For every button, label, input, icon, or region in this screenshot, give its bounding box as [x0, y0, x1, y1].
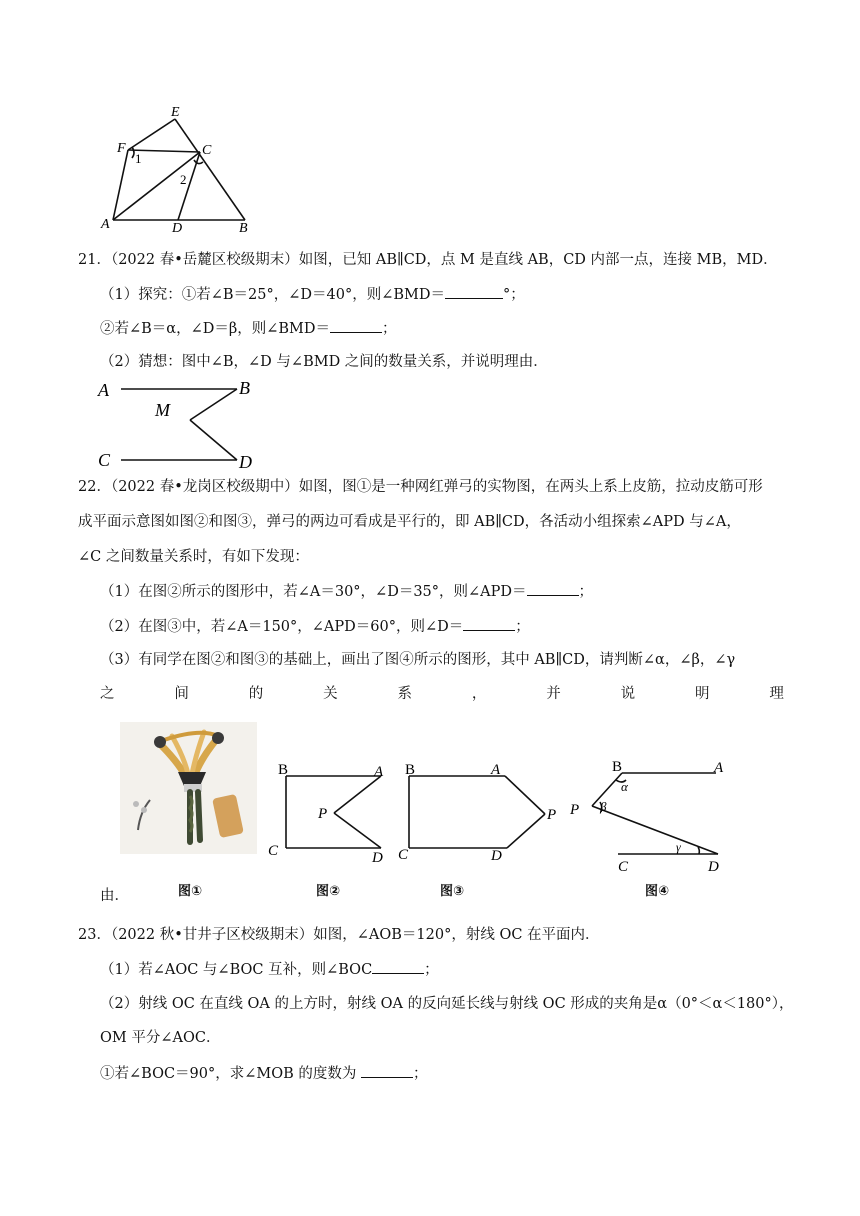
label-b: B [239, 221, 248, 235]
caption-fig1: 图① [178, 884, 203, 899]
label-p: P [318, 806, 328, 822]
figure-q20 [100, 100, 260, 235]
word: ， [471, 686, 487, 702]
caption-fig3: 图③ [440, 884, 465, 899]
word: 并 [546, 686, 561, 702]
figure-4 [566, 754, 736, 874]
answer-blank[interactable] [330, 318, 382, 333]
label-b: B [405, 762, 416, 778]
q23-part1-text: （1）若∠AOC 与∠BOC 互补，则∠BOC [100, 962, 373, 978]
label-e: E [171, 105, 180, 120]
answer-blank[interactable] [445, 284, 503, 299]
figure-2 [268, 756, 388, 868]
q21-part1a-text: （1）探究：①若∠B＝25°，∠D＝40°，则∠BMD＝ [100, 287, 445, 303]
q23-part2-line1: （2）射线 OC 在直线 OA 的上方时，射线 OA 的反向延长线与射线 OC 形成的夹角是α（0°＜α＜180°）， [100, 996, 794, 1012]
word: 明 [695, 686, 710, 702]
q21-part1a-tail: °； [502, 287, 525, 303]
figure-3 [395, 756, 565, 868]
label-b: B [278, 762, 289, 778]
label-a: A [101, 217, 110, 232]
label-f: F [117, 141, 126, 156]
q23-part2-line2: OM 平分∠AOC． [100, 1030, 221, 1046]
q23-part1 [100, 959, 439, 980]
word: 关 [323, 686, 338, 702]
q22-part1 [100, 581, 593, 602]
label-a: A [374, 764, 384, 780]
label-p: P [570, 802, 580, 818]
q22-stem-line1: 22．（2022 春•龙岗区校级期中）如图，图①是一种网红弹弓的实物图，在两头上系上皮筋，拉动皮筋可形 [78, 479, 763, 495]
label-b: B [239, 378, 250, 398]
word: 说 [620, 686, 636, 702]
word: 理 [769, 686, 784, 702]
label-d: D [239, 452, 252, 470]
q22-part2 [100, 616, 530, 637]
word: 系 [397, 686, 412, 702]
q22-part3-end: 由． [100, 888, 129, 904]
q23-part2-sub1-text: ①若∠BOC＝90°，求∠MOB 的度数为 [100, 1066, 362, 1082]
q22-part3-line2 [100, 684, 784, 704]
label-a: A [98, 380, 109, 400]
q22-part3: （3）有同学在图②和图③的基础上，画出了图④所示的图形，其中 AB∥CD，请判断∠α，∠β，∠γ [100, 652, 736, 668]
q21-part2: （2）猜想：图中∠B，∠D 与∠BMD 之间的数量关系，并说明理由． [100, 354, 548, 370]
label-gamma: γ [676, 840, 681, 854]
q21-part1b-text: ②若∠B＝α，∠D＝β，则∠BMD＝ [100, 321, 331, 337]
q23-part1-tail: ； [424, 962, 439, 978]
label-d: D [172, 221, 183, 235]
label-a: A [714, 760, 724, 776]
label-beta: β [600, 799, 607, 814]
label-c: C [618, 859, 629, 874]
label-2: 2 [180, 172, 187, 187]
word: 间 [174, 686, 189, 702]
q21-part1a [100, 284, 525, 305]
slingshot-photo [120, 722, 257, 854]
q22-stem-line3: ∠C 之间数量关系时，有如下发现： [78, 549, 309, 565]
figure-q21 [95, 374, 265, 470]
label-d: D [372, 850, 383, 866]
q21-part1b [100, 318, 397, 339]
answer-blank[interactable] [463, 616, 515, 631]
label-alpha: α [621, 779, 628, 794]
q22-stem-line2: 成平面示意图如图②和图③，弹弓的两边可看成是平行的，即 AB∥CD，各活动小组探索∠APD 与∠A， [78, 514, 741, 530]
label-d: D [708, 859, 719, 874]
q23-part2-sub1 [100, 1063, 428, 1084]
q23-stem: 23．（2022 秋•甘井子区校级期末）如图，∠AOB＝120°，射线 OC 在平面内． [78, 927, 600, 943]
q22-part1-text: （1）在图②所示的图形中，若∠A＝30°，∠D＝35°，则∠APD＝ [100, 584, 527, 600]
caption-fig2: 图② [316, 884, 341, 899]
q22-part2-tail: ； [515, 619, 530, 635]
answer-blank[interactable] [372, 959, 424, 974]
q22-part1-tail: ； [578, 584, 594, 600]
label-c: C [398, 847, 409, 863]
word: 之 [100, 686, 115, 702]
label-b: B [612, 759, 623, 775]
label-1: 1 [135, 151, 142, 166]
q23-part2-sub1-tail: ； [413, 1066, 428, 1082]
label-c: C [268, 843, 279, 859]
label-d: D [491, 848, 502, 864]
label-c: C [98, 450, 111, 470]
caption-fig4: 图④ [645, 884, 670, 899]
label-p: P [547, 807, 557, 823]
label-a: A [491, 762, 501, 778]
word: 的 [248, 686, 264, 702]
label-c: C [202, 143, 212, 158]
label-m: M [155, 400, 170, 420]
q22-part2-text: （2）在图③中，若∠A＝150°，∠APD＝60°，则∠D＝ [100, 619, 464, 635]
q21-stem: 21．（2022 春•岳麓区校级期末）如图，已知 AB∥CD，点 M 是直线 AB，CD 内部一点，连接 MB，MD． [78, 252, 778, 268]
q21-part1b-tail: ； [382, 321, 397, 337]
answer-blank[interactable] [361, 1063, 413, 1078]
answer-blank[interactable] [527, 581, 579, 596]
